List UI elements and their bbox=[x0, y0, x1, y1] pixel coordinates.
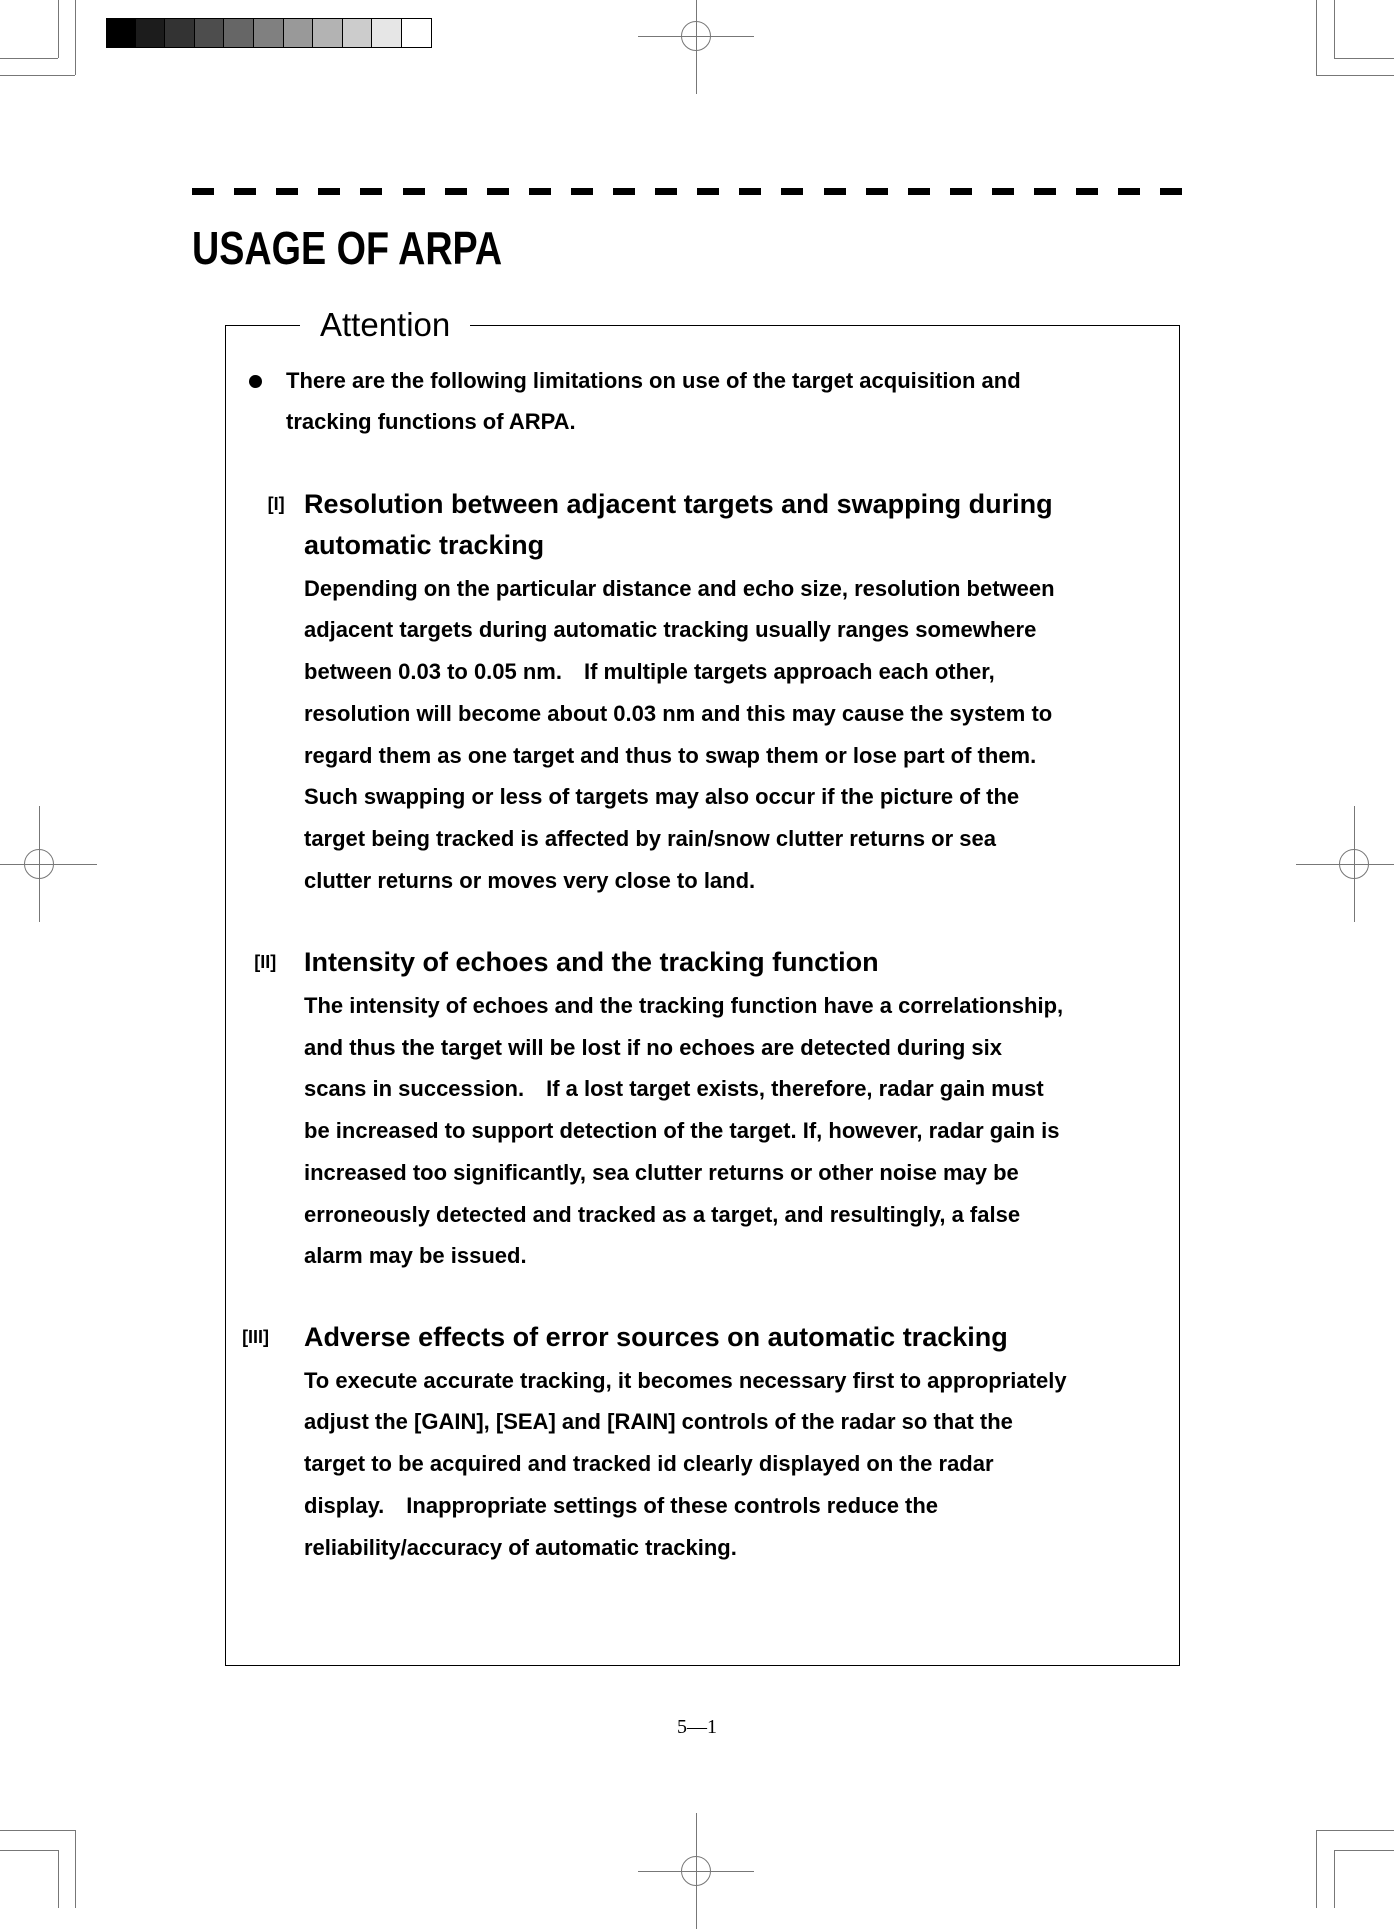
dash-segment bbox=[1160, 188, 1182, 195]
section-body-line: increased too significantly, sea clutter returns or other noise may be bbox=[304, 1159, 1019, 1185]
section-number: [II] bbox=[254, 952, 277, 973]
dash-segment bbox=[655, 188, 677, 195]
dash-segment bbox=[950, 188, 972, 195]
dash-segment bbox=[992, 188, 1014, 195]
crop-mark-line bbox=[1316, 1830, 1394, 1831]
grayscale-swatch bbox=[224, 18, 254, 48]
crop-mark-line bbox=[1334, 1850, 1394, 1851]
dash-segment bbox=[1076, 188, 1098, 195]
crop-mark-line bbox=[58, 0, 59, 58]
section-body-line: The intensity of echoes and the tracking function have a correlationship, bbox=[304, 992, 1064, 1018]
grayscale-swatch bbox=[372, 18, 402, 48]
section-body-line: regard them as one target and thus to swap them or lose part of them. bbox=[304, 742, 1037, 768]
section-body-line: and thus the target will be lost if no echoes are detected during six bbox=[304, 1034, 1003, 1060]
crop-mark-line bbox=[1316, 0, 1317, 75]
dash-segment bbox=[866, 188, 888, 195]
section-body-line: adjacent targets during automatic tracking usually ranges somewhere bbox=[304, 617, 1037, 643]
registration-circle-icon bbox=[1339, 849, 1369, 879]
crop-mark-line bbox=[1334, 1850, 1335, 1908]
crop-mark-line bbox=[1334, 58, 1394, 59]
section-heading: Adverse effects of error sources on automatic tracking bbox=[304, 1321, 1008, 1352]
section-body-line: scans in succession. If a lost target exists, therefore, radar gain must bbox=[304, 1076, 1044, 1102]
section-body-line: Depending on the particular distance and echo size, resolution between bbox=[304, 575, 1055, 601]
dash-segment bbox=[697, 188, 719, 195]
grayscale-swatch bbox=[254, 18, 284, 48]
grayscale-swatch bbox=[106, 18, 137, 48]
crop-mark-line bbox=[1316, 75, 1394, 76]
dash-segment bbox=[192, 188, 214, 195]
dash-segment bbox=[487, 188, 509, 195]
dash-segment bbox=[445, 188, 467, 195]
section-body-line: erroneously detected and tracked as a target, and resultingly, a false bbox=[304, 1201, 1021, 1227]
grayscale-swatch bbox=[284, 18, 314, 48]
section-body-line: between 0.03 to 0.05 nm. If multiple targets approach each other, bbox=[304, 659, 995, 685]
dash-segment bbox=[1118, 188, 1140, 195]
dash-segment bbox=[276, 188, 298, 195]
dash-segment bbox=[318, 188, 340, 195]
section-body-line: be increased to support detection of the target. If, however, radar gain is bbox=[304, 1118, 1060, 1144]
section-heading: Resolution between adjacent targets and swapping during bbox=[304, 488, 1053, 519]
crop-mark-line bbox=[0, 1830, 75, 1831]
section-heading: Intensity of echoes and the tracking function bbox=[304, 947, 879, 978]
dash-segment bbox=[824, 188, 846, 195]
section-body-line: target to be acquired and tracked id clearly displayed on the radar bbox=[304, 1451, 994, 1477]
attention-label: Attention bbox=[300, 305, 470, 345]
bullet-icon bbox=[249, 375, 262, 388]
registration-circle-icon bbox=[24, 849, 54, 879]
dash-segment bbox=[1034, 188, 1056, 195]
section-body-line: resolution will become about 0.03 nm and this may cause the system to bbox=[304, 700, 1053, 726]
crop-mark-line bbox=[58, 1850, 59, 1908]
section-body-line: target being tracked is affected by rain/snow clutter returns or sea bbox=[304, 826, 996, 852]
section-number: [III] bbox=[242, 1326, 270, 1347]
section-body-line: adjust the [GAIN], [SEA] and [RAIN] controls of the radar so that the bbox=[304, 1409, 1013, 1435]
crop-mark-line bbox=[0, 75, 75, 76]
dash-segment bbox=[571, 188, 593, 195]
section-body-line: clutter returns or moves very close to land. bbox=[304, 867, 756, 893]
section-number: [I] bbox=[267, 493, 285, 514]
dash-segment bbox=[613, 188, 635, 195]
dash-segment bbox=[234, 188, 256, 195]
grayscale-swatch bbox=[165, 18, 195, 48]
grayscale-swatch bbox=[343, 18, 373, 48]
crop-mark-line bbox=[1316, 1830, 1317, 1908]
section-body-line: reliability/accuracy of automatic tracking. bbox=[304, 1534, 737, 1560]
section-body-line: To execute accurate tracking, it becomes necessary first to appropriately bbox=[304, 1367, 1067, 1393]
section-body-line: Such swapping or less of targets may also occur if the picture of the bbox=[304, 784, 1020, 810]
grayscale-swatch bbox=[402, 18, 432, 48]
crop-mark-line bbox=[0, 58, 58, 59]
crop-mark-line bbox=[0, 1850, 58, 1851]
crop-mark-line bbox=[75, 1830, 76, 1908]
crop-mark-line bbox=[75, 0, 76, 75]
dash-segment bbox=[529, 188, 551, 195]
dash-segment bbox=[403, 188, 425, 195]
dash-segment bbox=[360, 188, 382, 195]
dash-segment bbox=[908, 188, 930, 195]
page-title: USAGE OF ARPA bbox=[192, 222, 503, 274]
section-heading: automatic tracking bbox=[304, 529, 545, 560]
grayscale-swatch bbox=[136, 18, 166, 48]
grayscale-swatch bbox=[313, 18, 343, 48]
page-number: 5—1 bbox=[677, 1716, 717, 1738]
dash-segment bbox=[739, 188, 761, 195]
registration-circle-icon bbox=[681, 1856, 711, 1886]
registration-circle-icon bbox=[681, 21, 711, 51]
bullet-text-line: tracking functions of ARPA. bbox=[286, 409, 576, 435]
crop-mark-line bbox=[1334, 0, 1335, 58]
dash-segment bbox=[781, 188, 803, 195]
grayscale-swatch bbox=[195, 18, 225, 48]
bullet-text-line: There are the following limitations on use of the target acquisition and bbox=[286, 367, 1021, 393]
section-body-line: display. Inappropriate settings of these controls reduce the bbox=[304, 1492, 939, 1518]
section-body-line: alarm may be issued. bbox=[304, 1243, 527, 1269]
